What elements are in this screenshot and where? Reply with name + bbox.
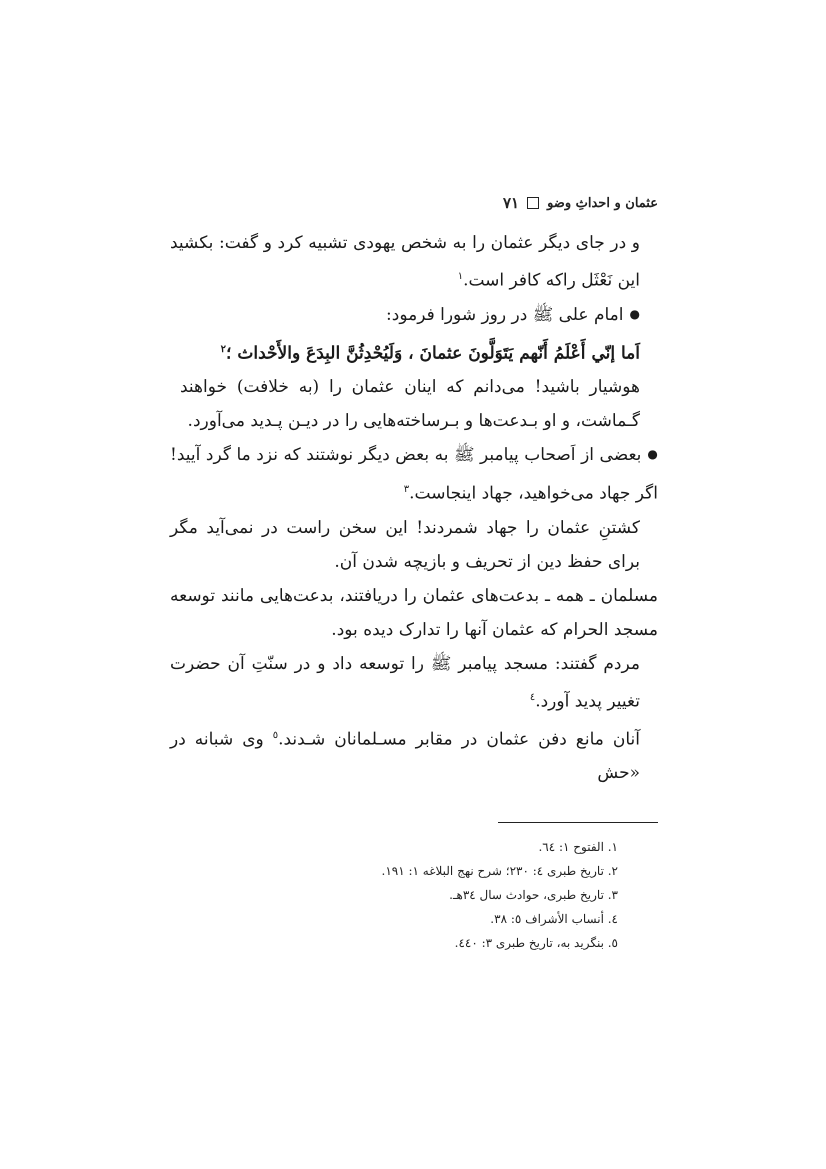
footnote-ref: ١ (457, 271, 464, 282)
book-page (170, 190, 658, 955)
footnote-ref: ٤ (529, 691, 536, 703)
paragraph: هوشیار باشید! می‌دانم که اینان عثمان را (به خلافت) خواهند گـماشت، و او بـدعت‌ها و بـرساخته‌هایی را در دیـن پـدید می‌آورد. (180, 377, 640, 432)
footnote: ٣. تاريخ طبری، حوادث سال ٣٤هـ. (449, 888, 618, 903)
running-header (170, 190, 658, 216)
running-title: عثمان و احداثِ وضو (547, 195, 658, 211)
arabic-quote: اَما إنّي أَعْلَمُ أَنّهم يَتَوَلَّونَ عثمانَ ، وَلَيُحْدِثُنَّ البِدَعَ والأَحْداث ؛$^٢$ (220, 343, 640, 364)
paragraph: مسلمان ـ همه ـ بدعت‌های عثمان را دریافتند، بدعت‌هایی مانند توسعه مسجد الحرام که عثمان آنها را تدارک دیده بود. (170, 585, 658, 640)
paragraph: مردم گفتند: مسجد پیامبر ﷺ را توسعه داد و در سنّتِ آن حضرت تغییر پدید آورد.$^٤$ (170, 653, 640, 712)
footnote-ref: ٣ (403, 484, 410, 496)
square-ornament-icon (527, 197, 539, 209)
footnote-ref: ٥ (272, 729, 279, 741)
paragraph: ● امام علی ﷺ در روز شورا فرمود: (170, 298, 658, 333)
footnotes (170, 835, 658, 955)
bullet-icon (624, 303, 640, 323)
page-number: ٧١ (502, 194, 520, 212)
footnote: ٢. تاريخ طبری ٤: ٢٣٠؛ شرح نهج البلاغه ١: ١٩١. (381, 864, 618, 879)
footnote-divider (498, 822, 658, 823)
footnote: ٤. أنساب الأشراف ٥: ٣٨. (490, 912, 618, 927)
paragraph: و در جای دیگر عثمان را به شخص یهودی تشبیه کرد و گفت: بکشید این نَعْثَل راکه کافر است.$^١$ (170, 233, 640, 291)
footnote-ref: ٢ (220, 343, 227, 355)
bullet-icon (641, 443, 658, 463)
paragraph: ● بعضی از اَصحاب پیامبر ﷺ به بعض دیگر نوشتند که نزد ما گرد آیید! اگر جهاد می‌خواهید، جهاد اینجاست.$^٣$ (170, 438, 658, 511)
paragraph: آنان مانع دفن عثمان در مقابر مسـلمانان شـدند.$^٥$ وی شبانه در «حش (170, 729, 640, 784)
footnote: ١. الفتوح ١: ٦٤. (538, 840, 618, 855)
paragraph: کشتنِ عثمان را جهاد شمردند! این سخن راست در نمی‌آید مگر برای حفظ دین از تحریف و بازیچه شدن آن. (170, 517, 640, 572)
footnote: ٥. بنگرید به، تاریخ طبری ٣: ٤٤٠. (454, 936, 618, 951)
